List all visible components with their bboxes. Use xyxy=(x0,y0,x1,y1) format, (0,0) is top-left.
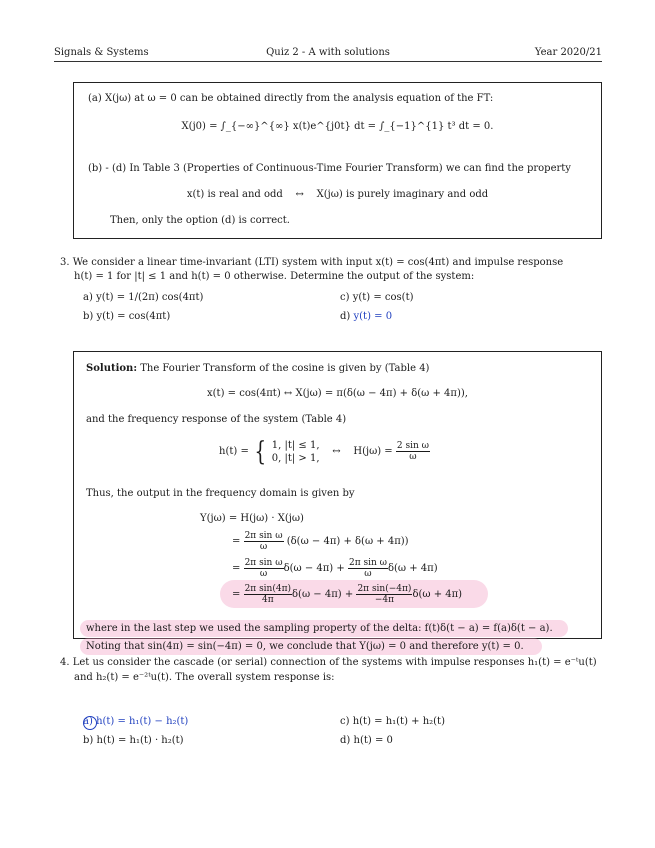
option-text-correct: h(t) = h₁(t) − h₂(t) xyxy=(96,716,189,727)
property-arrow: ↔ xyxy=(295,189,304,200)
derivation-term-b: δ(ω + 4π) xyxy=(412,589,463,600)
q3-text-line2: h(t) = 1 for |t| ≤ 1 and h(t) = 0 otherwise. Determine the output of the system: xyxy=(74,271,475,282)
eq2-arrow: ↔ xyxy=(332,446,341,457)
option-label: a) xyxy=(83,716,93,727)
case-2: 0, |t| > 1, xyxy=(271,452,320,464)
equation-cosine-ft: x(t) = cos(4πt) ↔ X(jω) = π(δ(ω − 4π) + δ(ω + 4π)), xyxy=(207,388,468,399)
option-label: b) xyxy=(83,311,94,322)
derivation-term-a: δ(ω − 4π) + xyxy=(283,563,345,574)
eq2-lhs: h(t) = xyxy=(219,446,249,457)
solution-box-q2 xyxy=(73,82,602,239)
q4-option-d[interactable] xyxy=(340,735,393,747)
fraction-denominator: 4π xyxy=(261,595,274,605)
fraction-numerator: 2π sin(−4π) xyxy=(357,584,412,594)
header-title: Quiz 2 - A with solutions xyxy=(266,47,390,58)
header-course: Signals & Systems xyxy=(54,47,149,58)
solution-line3: Thus, the output in the frequency domain is given by xyxy=(86,488,355,499)
option-text: h(t) = 0 xyxy=(353,735,393,746)
fraction-denominator: ω xyxy=(364,569,372,579)
solution-intro xyxy=(86,363,429,375)
derivation-term-b: δ(ω + 4π) xyxy=(387,563,438,574)
q3-option-c[interactable] xyxy=(340,292,413,304)
q4-option-c[interactable] xyxy=(340,716,445,728)
header-rule xyxy=(54,61,602,62)
q4-option-b[interactable] xyxy=(83,735,184,747)
solution-conclusion: Then, only the option (d) is correct. xyxy=(110,215,290,226)
fraction xyxy=(244,584,292,605)
header-year: Year 2020/21 xyxy=(534,47,602,58)
option-text: y(t) = 1/(2π) cos(4πt) xyxy=(96,292,204,303)
fraction-numerator: 2 sin ω xyxy=(396,441,429,451)
derivation-line4: = $\frac{\text{2π sin(4π)}}{4\pi}$ δ(ω − 4π) + $\frac{\text{2π sin(−4π)}}{-4\pi}$ δ(ω + 4π) xyxy=(232,584,463,605)
cases xyxy=(272,439,320,465)
option-label: d) xyxy=(340,311,351,322)
solution-line4: where in the last step we used the sampling property of the delta: f(t)δ(t − a) = f(a)δ(t − a). xyxy=(86,623,553,634)
fraction xyxy=(348,558,388,579)
option-text-correct: y(t) = 0 xyxy=(353,311,393,322)
option-text: y(t) = cos(t) xyxy=(352,292,414,303)
derivation-term-a: δ(ω − 4π) + xyxy=(292,589,354,600)
solution-line1: The Fourier Transform of the cosine is given by (Table 4) xyxy=(140,363,430,374)
derivation-tail: (δ(ω − 4π) + δ(ω + 4π)) xyxy=(286,536,409,547)
q4-text-line1: 4. Let us consider the cascade (or serial) connection of the systems with impulse responses h₁(t) = e⁻ᵗu(t) xyxy=(60,657,597,668)
fraction-h-jw xyxy=(396,441,430,462)
property-line xyxy=(74,189,601,201)
fraction xyxy=(244,558,284,579)
solution-label: Solution: xyxy=(86,363,138,374)
q3-option-d[interactable] xyxy=(340,311,392,323)
q4-option-a[interactable] xyxy=(83,716,188,728)
fraction xyxy=(356,584,412,605)
page-header xyxy=(54,47,602,61)
derivation-line1: Y(jω) = H(jω) · X(jω) xyxy=(200,513,304,524)
eq2-rhs: H(jω) = xyxy=(353,446,393,457)
solution-line2: and the frequency response of the system (Table 4) xyxy=(86,414,347,425)
solution-line5: Noting that sin(4π) = sin(−4π) = 0, we conclude that Y(jω) = 0 and therefore y(t) = 0. xyxy=(86,641,524,652)
property-right: X(jω) is purely imaginary and odd xyxy=(316,189,489,200)
option-text: h(t) = h₁(t) + h₂(t) xyxy=(352,716,445,727)
solution-part-a: (a) X(jω) at ω = 0 can be obtained directly from the analysis equation of the FT: xyxy=(88,93,494,104)
derivation-line3: = $\frac{\text{2π sin ω}}{\omega}$ δ(ω − 4π) + $\frac{\text{2π sin ω}}{\omega}$ δ(ω + 4π) xyxy=(232,558,438,579)
equation-impulse-response xyxy=(219,436,430,468)
equation-x-j0: X(j0) = ∫_{−∞}^{∞} x(t)e^{j0t} dt = ∫_{−1}^{1} t³ dt = 0. xyxy=(181,121,494,132)
option-label: d) xyxy=(340,735,351,746)
option-text: y(t) = cos(4πt) xyxy=(96,311,171,322)
option-text: h(t) = h₁(t) · h₂(t) xyxy=(96,735,184,746)
solution-part-bd: (b) - (d) In Table 3 (Properties of Continuous-Time Fourier Transform) we can find the property xyxy=(88,163,571,174)
property-left: x(t) is real and odd xyxy=(186,189,283,200)
solution-box-q3 xyxy=(73,351,602,652)
fraction-numerator: 2π sin ω xyxy=(244,531,283,541)
left-brace: { xyxy=(254,436,267,467)
fraction-denominator: ω xyxy=(259,542,268,552)
fraction-denominator: ω xyxy=(259,569,268,579)
q3-option-b[interactable] xyxy=(83,311,170,323)
q4-text-line2: and h₂(t) = e⁻²ᵗu(t). The overall system response is: xyxy=(74,672,335,683)
option-label: a) xyxy=(83,292,93,303)
fraction-denominator: −4π xyxy=(374,595,395,605)
option-label: c) xyxy=(340,292,350,303)
derivation-line2: = $\frac{\text{2π sin ω}}{\omega}$ (δ(ω − 4π) + δ(ω + 4π)) xyxy=(232,531,409,552)
q3-option-a[interactable] xyxy=(83,292,203,304)
fraction-denominator: ω xyxy=(409,452,417,462)
q3-text-line1: 3. We consider a linear time-invariant (LTI) system with input x(t) = cos(4πt) and impulse response xyxy=(60,257,564,268)
fraction-numerator: 2π sin(4π) xyxy=(244,584,292,594)
option-label: b) xyxy=(83,735,94,746)
fraction xyxy=(244,531,284,552)
fraction-numerator: 2π sin ω xyxy=(348,558,387,568)
fraction-numerator: 2π sin ω xyxy=(244,558,283,568)
case-1: 1, |t| ≤ 1, xyxy=(271,439,320,451)
option-label: c) xyxy=(340,716,350,727)
